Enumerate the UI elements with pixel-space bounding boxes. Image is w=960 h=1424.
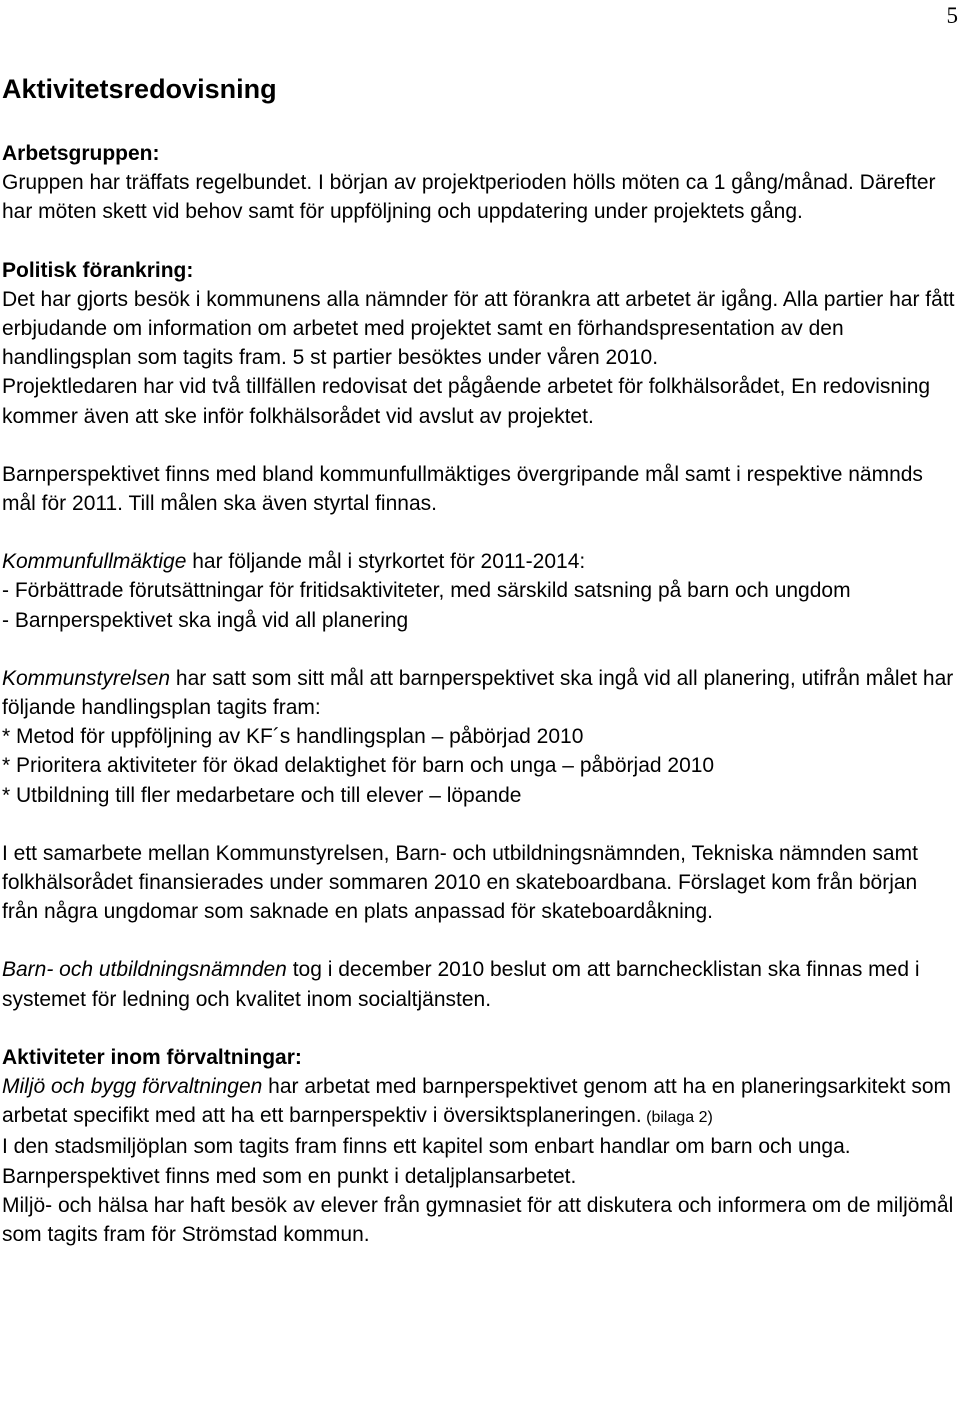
ks-name: Kommunstyrelsen: [2, 666, 171, 690]
paragraph-arbetsgruppen: Gruppen har träffats regelbundet. I början av projektperioden hölls möten ca 1 gång/månad. Därefter har möten skett vid behov samt för uppföljning och uppdatering under projektets gång.: [2, 171, 936, 224]
paragraph-politisk-2: Projektledaren har vid två tillfällen redovisat det pågående arbetet för folkhälsorådet, En redovisning kommer även att ske inför folkhälsorådet vid avslut av projektet.: [2, 375, 931, 428]
document-body: [2, 72, 956, 1249]
mob-text: har arbetat med barnperspektivet genom att ha en planeringsarkitekt som arbetat specifikt med att ha ett barnperspektiv i översiktsplaneringen.: [2, 1075, 952, 1128]
paragraph-barnperspektiv: Barnperspektivet finns med bland kommunfullmäktiges övergripande mål samt i respektive nämnds mål för 2011. Till målen ska även styrtal finnas.: [2, 462, 923, 516]
page-title: Aktivitetsredovisning: [2, 74, 277, 104]
paragraph-politisk-1: Det har gjorts besök i kommunens alla nämnder för att förankra att arbetet är igång. Alla partier har fått erbjudande om information om arbetet med projektet samt en förhandspresentation av den handlingsplan som tagits fram. 5 st partier besöktes under våren 2010.: [2, 287, 955, 370]
paragraph-stadsmiljoplan: I den stadsmiljöplan som tagits fram finns ett kapitel som enbart handlar om barn och unga.: [2, 1135, 851, 1159]
paragraph-miljo-bygg: [2, 1072, 956, 1132]
spacer: [2, 1014, 956, 1043]
list-item: * Utbildning till fler medarbetare och till elever – löpande: [2, 783, 522, 807]
ks-intro: [2, 664, 956, 722]
kf-intro-text: har följande mål i styrkortet för 2011-2014:: [186, 550, 586, 574]
spacer: [2, 227, 956, 256]
section-heading-arbetsgruppen: Arbetsgruppen:: [2, 142, 160, 165]
ks-intro-text: har satt som sitt mål att barnperspektivet ska ingå vid all planering, utifrån målet har följande handlingsplan tagits fram:: [2, 666, 954, 720]
kf-name: Kommunfullmäktige: [2, 550, 187, 574]
mob-name: Miljö och bygg förvaltningen: [2, 1075, 263, 1099]
section-heading-politisk-forankring: Politisk förankring:: [2, 258, 194, 282]
spacer: [2, 431, 956, 460]
spacer: [2, 635, 956, 664]
paragraph-skateboardbana: I ett samarbete mellan Kommunstyrelsen, Barn- och utbildningsnämnden, Tekniska nämnden samt folkhälsorådet finansierades under sommaren 2010 en skateboardbana. Förslaget kom från början från några ungdomar som saknade en plats anpassad för skateboardåkning.: [2, 841, 918, 924]
section-kommunfullmaktige: [2, 547, 956, 635]
list-item: - Barnperspektivet ska ingå vid all planering: [2, 608, 409, 632]
section-arbetsgruppen: [2, 139, 956, 227]
paragraph-detaljplan: Barnperspektivet finns med som en punkt i detaljplansarbetet.: [2, 1164, 577, 1188]
list-item: * Metod för uppföljning av KF´s handlingsplan – påbörjad 2010: [2, 725, 584, 749]
section-politisk-forankring: [2, 256, 956, 431]
paragraph-miljo-halsa: Miljö- och hälsa har haft besök av elever från gymnasiet för att diskutera och informera om de miljömål som tagits fram för Strömstad kommun.: [2, 1193, 954, 1247]
page-number: 5: [946, 3, 958, 28]
bilaga-reference: (bilaga 2): [641, 1109, 713, 1127]
spacer: [2, 518, 956, 547]
spacer: [2, 810, 956, 839]
list-item: * Prioritera aktiviteter för ökad delaktighet för barn och unga – påbörjad 2010: [2, 754, 715, 778]
section-kommunstyrelsen: [2, 664, 956, 810]
spacer: [2, 106, 956, 139]
kf-intro: [2, 547, 956, 576]
section-heading-aktiviteter: Aktiviteter inom förvaltningar:: [2, 1045, 302, 1069]
section-aktiviteter: [2, 1043, 956, 1249]
list-item: - Förbättrade förutsättningar för fritidsaktiviteter, med särskild satsning på barn och ungdom: [2, 579, 851, 603]
spacer: [2, 926, 956, 955]
paragraph-barn-utbildningsnamnden: [2, 955, 956, 1013]
bun-text: tog i december 2010 beslut om att barnchecklistan ska finnas med i systemet för ledning och kvalitet inom socialtjänsten.: [2, 958, 920, 1011]
bun-name: Barn- och utbildningsnämnden: [2, 958, 287, 982]
